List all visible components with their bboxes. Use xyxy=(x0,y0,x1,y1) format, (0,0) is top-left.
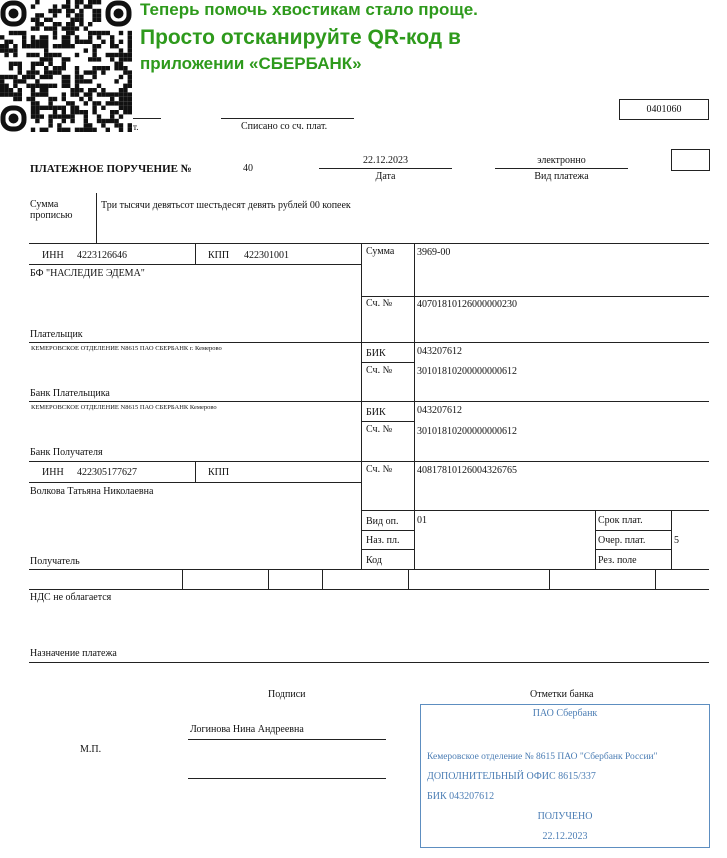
recipient-bank-acc-label: Сч. № xyxy=(366,424,393,435)
payer-bank-name: КЕМЕРОВСКОЕ ОТДЕЛЕНИЕ N8615 ПАО СБЕРБАНК г. Кемерово xyxy=(31,345,222,352)
recipient-acc: 40817810126004326765 xyxy=(417,465,517,476)
payer-bank-acc-label: Сч. № xyxy=(366,365,393,376)
stamp-office: ДОПОЛНИТЕЛЬНЫЙ ОФИС 8615/337 xyxy=(427,771,596,782)
date-label: Дата xyxy=(375,171,396,182)
amount-words-value: Три тысячи девятьсот шестьдесят девять рублей 00 копеек xyxy=(101,200,351,211)
signer-name: Логинова Нина Андреевна xyxy=(190,724,304,735)
stamp-date: 22.12.2023 xyxy=(542,831,588,842)
amount-words-label: Сумма xyxy=(30,199,59,210)
recipient-name: Волкова Татьяна Николаевна xyxy=(30,486,154,497)
signatures-label: Подписи xyxy=(268,689,306,700)
recipient-bank-label: Банк Получателя xyxy=(30,447,103,458)
payer-account-label: Сч. № xyxy=(366,298,393,309)
bank-stamp xyxy=(420,704,710,848)
recipient-kpp-label: КПП xyxy=(208,467,230,478)
payer-name: БФ "НАСЛЕДИЕ ЭДЕМА" xyxy=(30,268,145,279)
priority-label: Очер. плат. xyxy=(598,535,646,546)
recipient-acc-label: Сч. № xyxy=(366,464,393,475)
recipient-bank-name: КЕМЕРОВСКОЕ ОТДЕЛЕНИЕ N8615 ПАО СБЕРБАНК Кемерово xyxy=(31,404,217,411)
stamp-bank-name: ПАО Сбербанк xyxy=(532,708,598,719)
recipient-inn: 422305177627 xyxy=(77,467,137,478)
op-type-label: Вид оп. xyxy=(366,516,399,527)
payer-inn-label: ИНН xyxy=(42,250,64,261)
amount-words-label-2: прописью xyxy=(30,210,73,221)
payer-bank-label: Банк Плательщика xyxy=(30,388,110,399)
term-label: Срок плат. xyxy=(598,515,643,526)
amount-label: Сумма xyxy=(366,246,395,257)
op-type-value: 01 xyxy=(417,515,427,526)
payer-bank-acc: 30101810200000000612 xyxy=(417,366,517,377)
payment-type-label: Вид платежа xyxy=(534,171,589,182)
recipient-inn-label: ИНН xyxy=(42,467,64,478)
payer-account: 40701810126000000230 xyxy=(417,299,517,310)
vat-note: НДС не облагается xyxy=(30,592,112,603)
payer-kpp-label: КПП xyxy=(208,250,230,261)
recipient-label: Получатель xyxy=(30,556,80,567)
bank-marks-label: Отметки банка xyxy=(530,689,594,700)
stamp-branch: Кемеровское отделение № 8615 ПАО "Сбербанк России" xyxy=(427,752,658,762)
recipient-bank-bik: 043207612 xyxy=(417,405,462,416)
payer-bank-bik: 043207612 xyxy=(417,346,462,357)
debited-label: Списано со сч. плат. xyxy=(241,121,328,132)
seal-label: М.П. xyxy=(80,744,102,755)
priority-value: 5 xyxy=(674,535,679,546)
payer-bank-bik-label: БИК xyxy=(366,348,386,359)
payer-inn: 4223126646 xyxy=(77,250,127,261)
qr-code xyxy=(0,0,132,132)
stamp-bik: БИК 043207612 xyxy=(427,791,495,802)
recipient-bank-bik-label: БИК xyxy=(366,407,386,418)
banner-line-2: Просто отсканируйте QR-код в xyxy=(140,26,461,49)
stamp-received: ПОЛУЧЕНО xyxy=(537,811,593,822)
code-label: Код xyxy=(366,555,382,566)
priority-code-box xyxy=(671,149,710,171)
payer-kpp: 422301001 xyxy=(244,250,289,261)
purpose-code-label: Наз. пл. xyxy=(366,535,400,546)
payer-label: Плательщик xyxy=(30,329,83,340)
reserve-label: Рез. поле xyxy=(598,555,637,566)
recipient-bank-acc: 30101810200000000612 xyxy=(417,426,517,437)
banner-line-1: Теперь помочь хвостикам стало проще. xyxy=(140,0,478,19)
form-code: 0401060 xyxy=(619,99,709,120)
banner-line-3: приложении «СБЕРБАНК» xyxy=(140,54,362,73)
page-title: ПЛАТЕЖНОЕ ПОРУЧЕНИЕ № xyxy=(30,163,192,175)
amount-value: 3969-00 xyxy=(417,247,451,258)
payment-type: электронно xyxy=(537,155,586,166)
received-label: т. xyxy=(133,122,139,132)
purpose-label: Назначение платежа xyxy=(30,648,117,659)
order-date: 22.12.2023 xyxy=(363,155,408,166)
order-number: 40 xyxy=(243,163,253,174)
